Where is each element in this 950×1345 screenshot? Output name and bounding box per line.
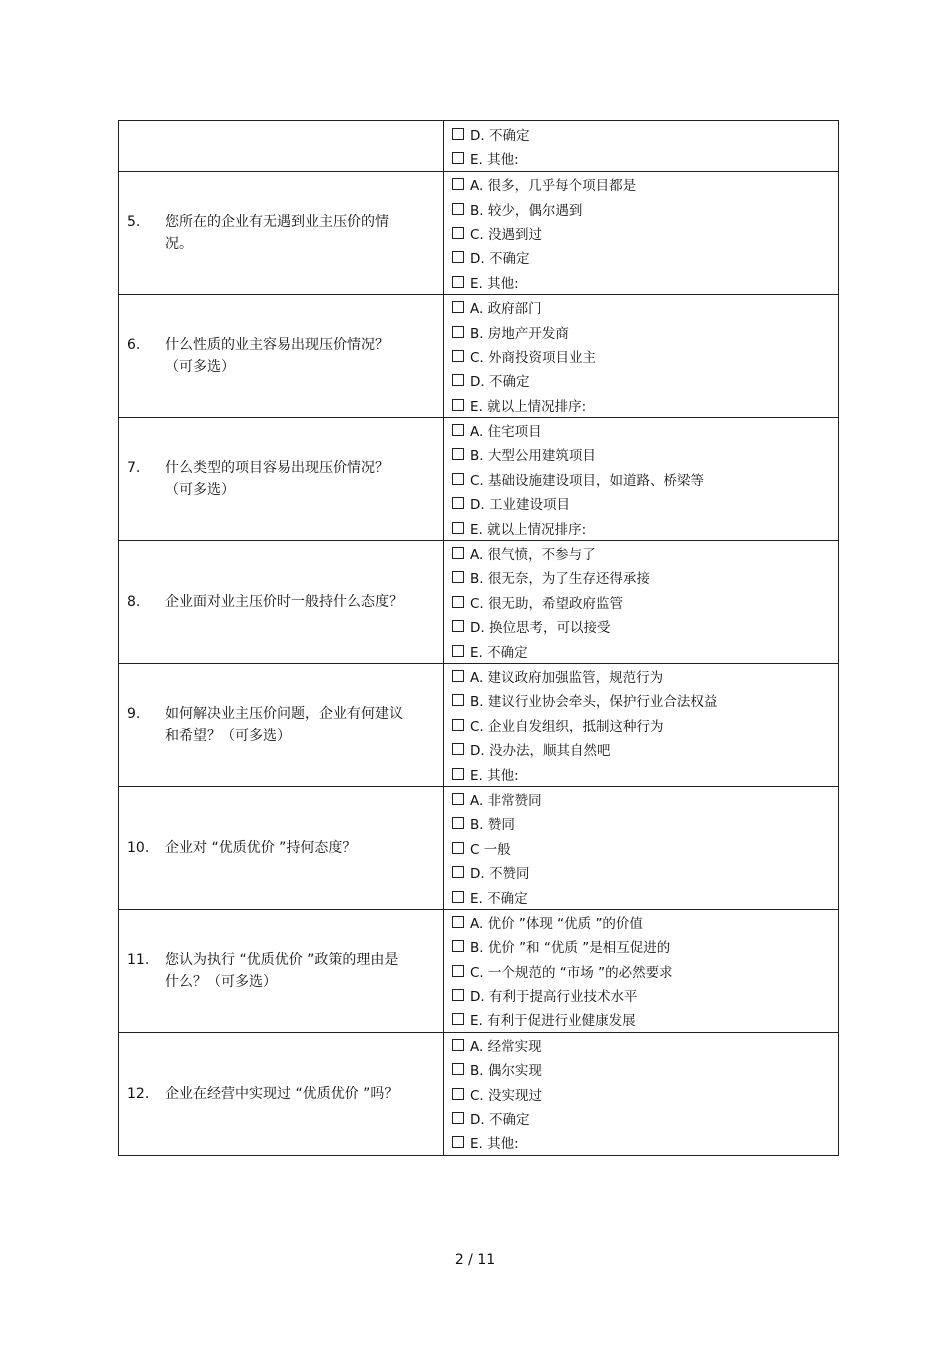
question-number: 6. [127,336,141,353]
option-label: B. 房地产开发商 [470,325,569,342]
options-cell [444,1032,839,1155]
checkbox-icon[interactable] [452,940,464,952]
checkbox-icon[interactable] [452,1039,464,1051]
question-text: 如何解决业主压价问题，企业有何建议和希望？（可多选） [165,705,403,744]
checkbox-icon[interactable] [452,645,464,657]
option-item[interactable] [452,270,838,294]
option-item[interactable] [452,1057,838,1081]
checkbox-icon[interactable] [452,1112,464,1124]
checkbox-icon[interactable] [452,571,464,583]
option-label: A. 政府部门 [470,301,542,318]
option-label: D. 有利于提高行业技术水平 [470,989,638,1006]
question-cell [119,663,444,786]
question-text: 什么类型的项目容易出现压价情况？（可多选） [165,459,389,498]
question-content [119,949,443,993]
checkbox-icon[interactable] [452,497,464,509]
option-label: C. 很无助，希望政府监管 [470,595,624,612]
option-item[interactable] [452,245,838,269]
option-item[interactable] [452,1106,838,1130]
checkbox-icon[interactable] [452,522,464,534]
checkbox-icon[interactable] [452,473,464,485]
options-cell [444,121,839,172]
option-item[interactable] [452,614,838,638]
question-number: 10. [127,839,150,856]
checkbox-icon[interactable] [452,768,464,780]
option-item[interactable] [452,368,838,392]
question-content [119,334,443,378]
checkbox-icon[interactable] [452,203,464,215]
option-label: D. 不赞同 [470,866,530,883]
option-label: D. 不确定 [470,374,530,391]
checkbox-icon[interactable] [452,866,464,878]
checkbox-icon[interactable] [452,399,464,411]
page-number: 2 / 11 [454,1252,496,1268]
option-label: A. 很多，几乎每个项目都是 [470,178,637,195]
option-label: D. 不确定 [470,127,530,144]
checkbox-icon[interactable] [452,793,464,805]
option-item[interactable] [452,787,838,811]
options-cell [444,294,839,417]
option-item[interactable] [452,737,838,761]
checkbox-icon[interactable] [452,374,464,386]
option-label: B. 大型公用建筑项目 [470,448,596,465]
checkbox-icon[interactable] [452,448,464,460]
option-label: E. 其他: [470,1136,519,1153]
option-item[interactable] [452,319,838,343]
option-label: C. 没实现过 [470,1087,543,1104]
option-item[interactable] [452,688,838,712]
question-cell [119,121,444,172]
options-cell [444,417,839,540]
option-label: B. 建议行业协会牵头，保护行业合法权益 [470,694,718,711]
option-label: A. 很气愤，不参与了 [470,547,596,564]
option-label: D. 不确定 [470,1112,530,1129]
option-item[interactable] [452,1033,838,1057]
question-text: 您认为执行 “优质优价 ”政策的理由是什么？（可多选） [165,951,399,990]
question-row [119,121,839,172]
options-cell [444,786,839,909]
checkbox-icon[interactable] [452,251,464,263]
option-label: E. 就以上情况排序: [470,398,587,415]
option-item[interactable] [452,811,838,835]
question-text: 企业对 “优质优价 ”持何态度？ [165,839,357,856]
question-number: 11. [127,951,150,968]
option-item[interactable] [452,393,838,417]
option-item[interactable] [452,884,838,908]
question-cell [119,172,444,295]
question-cell [119,417,444,540]
question-cell [119,909,444,1032]
option-label: B. 偶尔实现 [470,1063,542,1080]
question-number: 7. [127,459,141,476]
option-item[interactable] [452,442,838,466]
survey-table-body [119,121,839,1156]
option-item[interactable] [452,491,838,515]
option-item[interactable] [452,713,838,737]
question-row [119,417,839,540]
option-item[interactable] [452,467,838,491]
checkbox-icon[interactable] [452,326,464,338]
option-item[interactable] [452,1130,838,1154]
option-item[interactable] [452,959,838,983]
question-text: 什么性质的业主容易出现压价情况？（可多选） [165,336,389,375]
checkbox-icon[interactable] [452,178,464,190]
checkbox-icon[interactable] [452,916,464,928]
checkbox-icon[interactable] [452,965,464,977]
option-label: B. 优价 ”和 “优质 ”是相互促进的 [470,940,671,957]
option-label: A. 住宅项目 [470,424,542,441]
option-item[interactable] [452,983,838,1007]
option-item[interactable] [452,515,838,539]
question-content [119,457,443,501]
option-label: E. 有利于促进行业健康发展 [470,1013,636,1030]
option-label: B. 较少，偶尔遇到 [470,202,583,219]
question-content [119,591,443,613]
option-label: E. 其他: [470,767,519,784]
checkbox-icon[interactable] [452,424,464,436]
option-label: A. 经常实现 [470,1038,542,1055]
option-label: C. 一个规范的 “市场 ”的必然要求 [470,964,673,981]
question-content [119,211,443,255]
question-content [119,837,443,859]
option-label: C. 企业自发组织，抵制这种行为 [470,718,664,735]
question-row [119,172,839,295]
question-content [119,1083,443,1105]
option-item[interactable] [452,590,838,614]
checkbox-icon[interactable] [452,128,464,140]
option-label: E. 不确定 [470,644,528,661]
option-item[interactable] [452,934,838,958]
checkbox-icon[interactable] [452,301,464,313]
options-cell [444,663,839,786]
option-label: C 一般 [470,841,511,858]
option-label: C. 外商投资项目业主 [470,349,597,366]
option-label: D. 换位思考，可以接受 [470,620,611,637]
checkbox-icon[interactable] [452,891,464,903]
option-item[interactable] [452,638,838,662]
option-item[interactable] [452,221,838,245]
option-item[interactable] [452,172,838,196]
checkbox-icon[interactable] [452,1063,464,1075]
question-row [119,1032,839,1155]
option-item[interactable] [452,295,838,319]
options-cell [444,172,839,295]
question-number: 9. [127,705,141,722]
survey-table [118,120,839,1156]
question-content [119,703,443,747]
question-row [119,540,839,663]
option-item[interactable] [452,860,838,884]
option-item[interactable] [452,344,838,368]
checkbox-icon[interactable] [452,620,464,632]
question-text: 您所在的企业有无遇到业主压价的情况。 [165,213,389,252]
options-cell [444,909,839,1032]
checkbox-icon[interactable] [452,842,464,854]
option-item[interactable] [452,910,838,934]
option-item[interactable] [452,1007,838,1031]
checkbox-icon[interactable] [452,1013,464,1025]
option-item[interactable] [452,146,838,170]
option-label: E. 不确定 [470,890,528,907]
option-label: C. 基础设施建设项目，如道路、桥梁等 [470,472,705,489]
checkbox-icon[interactable] [452,743,464,755]
checkbox-icon[interactable] [452,694,464,706]
option-item[interactable] [452,761,838,785]
checkbox-icon[interactable] [452,817,464,829]
question-row [119,909,839,1032]
option-label: A. 非常赞同 [470,792,542,809]
option-label: E. 其他: [470,152,519,169]
question-number: 5. [127,213,141,230]
option-item[interactable] [452,836,838,860]
option-label: D. 工业建设项目 [470,497,570,514]
checkbox-icon[interactable] [452,989,464,1001]
option-item[interactable] [452,565,838,589]
option-label: D. 不确定 [470,251,530,268]
question-number: 12. [127,1085,150,1102]
checkbox-icon[interactable] [452,1136,464,1148]
option-item[interactable] [452,196,838,220]
option-label: B. 很无奈，为了生存还得承接 [470,571,650,588]
option-label: B. 赞同 [470,817,515,834]
option-item[interactable] [452,664,838,688]
checkbox-icon[interactable] [452,596,464,608]
checkbox-icon[interactable] [452,670,464,682]
question-number: 8. [127,593,141,610]
checkbox-icon[interactable] [452,276,464,288]
question-row [119,294,839,417]
option-label: A. 优价 ”体现 “优质 ”的价值 [470,915,643,932]
option-label: C. 没遇到过 [470,226,543,243]
option-label: A. 建议政府加强监管，规范行为 [470,670,664,686]
option-label: D. 没办法，顺其自然吧 [470,743,611,760]
option-label: E. 就以上情况排序: [470,521,587,538]
question-row [119,786,839,909]
option-item[interactable] [452,418,838,442]
question-text: 企业在经营中实现过 “优质优价 ”吗？ [165,1085,399,1102]
option-item[interactable] [452,122,838,146]
checkbox-icon[interactable] [452,227,464,239]
question-text: 企业面对业主压价时一般持什么态度？ [165,593,403,610]
option-item[interactable] [452,1081,838,1105]
question-cell [119,786,444,909]
checkbox-icon[interactable] [452,547,464,559]
checkbox-icon[interactable] [452,719,464,731]
question-cell [119,1032,444,1155]
checkbox-icon[interactable] [452,350,464,362]
options-cell [444,540,839,663]
checkbox-icon[interactable] [452,152,464,164]
question-cell [119,294,444,417]
checkbox-icon[interactable] [452,1088,464,1100]
option-label: E. 其他: [470,275,519,292]
question-cell [119,540,444,663]
option-item[interactable] [452,541,838,565]
question-row [119,663,839,786]
